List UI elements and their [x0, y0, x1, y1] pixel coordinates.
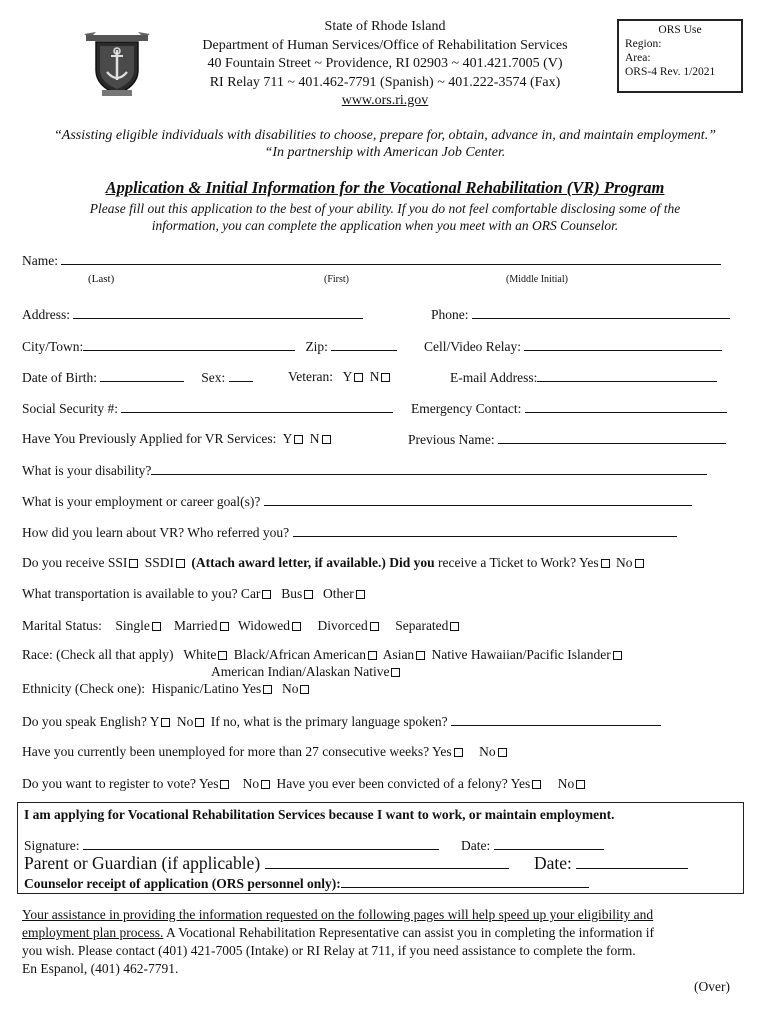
ticket-no-label: No [616, 555, 633, 570]
divorced-checkbox[interactable] [370, 622, 379, 631]
car-checkbox[interactable] [262, 590, 271, 599]
rhode-island-seal-icon [82, 24, 152, 98]
phone-label: Phone: [431, 307, 469, 322]
felony-no-label: No [557, 776, 575, 791]
cell-input[interactable] [524, 338, 722, 351]
felony-no-checkbox[interactable] [576, 780, 585, 789]
ors-area-label: Area: [625, 52, 651, 64]
dob-row [22, 369, 253, 386]
prev-name-input[interactable] [498, 431, 726, 444]
goal-input[interactable] [264, 493, 692, 506]
veteran-label: Veteran: [288, 369, 333, 384]
website-link[interactable]: www.ors.ri.gov [341, 93, 429, 108]
signature-label: Signature: [24, 838, 80, 853]
unemployed-no-label: No [479, 744, 496, 759]
footer-line-2-underlined: employment plan process. [22, 925, 164, 940]
guardian-date-label: Date: [534, 853, 572, 873]
ticket-no-checkbox[interactable] [635, 559, 644, 568]
referral-input[interactable] [293, 524, 677, 537]
signature-date-row [461, 837, 604, 854]
vote-yes-label: Do you want to register to vote? Yes [22, 776, 219, 791]
over-indicator: (Over) [694, 979, 730, 994]
signature-input[interactable] [83, 837, 439, 850]
cell-row [424, 338, 722, 355]
english-row [22, 713, 661, 730]
footer-line-2-rest: A Vocational Rehabilitation Representative can assist you in completing the information if [163, 925, 654, 940]
goal-row [22, 493, 692, 510]
guardian-date-input[interactable] [576, 853, 688, 869]
email-input[interactable] [537, 369, 717, 382]
black-checkbox[interactable] [368, 651, 377, 660]
widowed-label: Widowed [238, 618, 290, 633]
unemployed-no-checkbox[interactable] [498, 748, 507, 757]
referral-row [22, 524, 677, 541]
hispanic-no-checkbox[interactable] [300, 685, 309, 694]
hispanic-yes-checkbox[interactable] [263, 685, 272, 694]
separated-label: Separated [395, 618, 449, 633]
ssdi-label: SSDI [144, 555, 174, 570]
english-no-label: No [176, 714, 194, 729]
agency-header [180, 18, 590, 111]
footer-line-2 [22, 924, 654, 942]
applicant-statement: I am applying for Vocational Rehabilitation Services because I want to work, or maintain employment. [24, 807, 615, 822]
form-instructions [0, 200, 770, 234]
emergency-label: Emergency Contact: [411, 401, 522, 416]
hawaiian-checkbox[interactable] [613, 651, 622, 660]
marital-row [22, 618, 462, 634]
form-title: Application & Initial Information for the Vocational Rehabilitation (VR) Program [105, 178, 665, 197]
email-label: E-mail Address: [450, 370, 538, 385]
address-label: Address: [22, 307, 70, 322]
primary-language-input[interactable] [451, 713, 661, 726]
ors-use-title: ORS Use [658, 24, 702, 36]
unemployed-yes-checkbox[interactable] [454, 748, 463, 757]
footer-line-1: Your assistance in providing the information requested on the following pages will help speed up your eligibility and [22, 907, 654, 922]
single-label: Single [115, 618, 150, 633]
ors-use-box [617, 19, 743, 93]
sex-input[interactable] [229, 369, 253, 382]
mission-line-2: “In partnership with American Job Center. [264, 145, 506, 160]
married-label: Married [174, 618, 218, 633]
vote-no-label: No [242, 776, 260, 791]
prev-applied-no-checkbox[interactable] [322, 435, 331, 444]
other-checkbox[interactable] [356, 590, 365, 599]
single-checkbox[interactable] [152, 622, 161, 631]
guardian-row [24, 853, 509, 874]
emergency-input[interactable] [525, 400, 727, 413]
veteran-no-label: N [369, 369, 380, 384]
american-indian-label: American Indian/Alaskan Native [211, 664, 390, 679]
white-checkbox[interactable] [218, 651, 227, 660]
transport-car-label: What transportation is available to you? Car [22, 586, 261, 601]
header-line-3: 40 Fountain Street ~ Providence, RI 02903 ~ 401.421.7005 (V) [207, 56, 563, 71]
ssi-label: Do you receive SSI [22, 555, 128, 570]
ethnicity-row [22, 681, 312, 697]
ticket-yes-checkbox[interactable] [601, 559, 610, 568]
black-label: Black/African American [233, 647, 367, 662]
hawaiian-label: Native Hawaiian/Pacific Islander [431, 647, 611, 662]
american-indian-checkbox[interactable] [391, 668, 400, 677]
name-row [22, 252, 721, 269]
goal-label: What is your employment or career goal(s)? [22, 494, 261, 509]
marital-label: Marital Status: [22, 618, 102, 633]
ors-form-revision: ORS-4 Rev. 1/2021 [625, 66, 716, 78]
veteran-row [288, 369, 393, 385]
city-input[interactable] [83, 338, 295, 351]
prev-applied-yes-checkbox[interactable] [294, 435, 303, 444]
cell-label: Cell/Video Relay: [424, 339, 522, 354]
disability-row [22, 462, 707, 479]
zip-input[interactable] [331, 338, 397, 351]
unemployed-row [22, 744, 510, 760]
middle-initial-caption: (Middle Initial) [506, 274, 568, 285]
felony-yes-label: Have you ever been convicted of a felony? Yes [276, 776, 531, 791]
other-label: Other [322, 586, 354, 601]
bus-label: Bus [281, 586, 303, 601]
transport-row [22, 586, 368, 602]
prev-name-row [408, 431, 726, 448]
instructions-line-1: Please fill out this application to the best of your ability. If you do not feel comfortable disclosing some of the [89, 201, 681, 216]
ssi-checkbox[interactable] [129, 559, 138, 568]
english-yes-label: Do you speak English? Y [22, 714, 160, 729]
city-row [22, 338, 397, 355]
city-label: City/Town: [22, 339, 84, 354]
name-input[interactable] [61, 252, 721, 265]
race-label: Race: (Check all that apply) [22, 647, 174, 662]
prev-name-label: Previous Name: [408, 432, 495, 447]
emergency-row [411, 400, 727, 417]
email-row [450, 369, 717, 386]
felony-yes-checkbox[interactable] [532, 780, 541, 789]
last-name-caption: (Last) [88, 273, 115, 285]
dob-input[interactable] [100, 369, 184, 382]
guardian-label: Parent or Guardian (if applicable) [24, 853, 261, 873]
attach-award-note: (Attach award letter, if available.) Did you [191, 555, 435, 570]
footer-notice [22, 906, 654, 978]
prev-applied-row [22, 431, 334, 447]
disability-label: What is your disability? [22, 463, 152, 478]
veteran-yes-checkbox[interactable] [354, 373, 363, 382]
address-row [22, 306, 363, 323]
first-name-caption: (First) [324, 274, 349, 285]
english-no-checkbox[interactable] [195, 718, 204, 727]
signature-date-label: Date: [461, 838, 491, 853]
prev-applied-no-label: N [309, 431, 320, 446]
white-label: White [183, 647, 217, 662]
header-line-4: RI Relay 711 ~ 401.462-7791 (Spanish) ~ 401.222-3574 (Fax) [209, 74, 561, 90]
ticket-label: receive a Ticket to Work? Yes [437, 555, 599, 570]
ssn-label: Social Security #: [22, 401, 118, 416]
signature-date-input[interactable] [494, 837, 604, 850]
vote-felony-row [22, 776, 588, 792]
prev-applied-label: Have You Previously Applied for VR Services: [22, 431, 277, 446]
ssn-input[interactable] [121, 400, 393, 413]
instructions-line-2: information, you can complete the application when you meet with an ORS Counselor. [151, 218, 619, 233]
counselor-row [24, 875, 589, 892]
phone-row [431, 306, 730, 323]
benefits-row [22, 555, 647, 571]
zip-label: Zip: [305, 339, 328, 354]
header-line-2: Department of Human Services/Office of Rehabilitation Services [202, 37, 568, 53]
ors-region-label: Region: [625, 38, 662, 50]
vote-no-checkbox[interactable] [261, 780, 270, 789]
footer-line-4: En Espanol, (401) 462-7791. [22, 961, 179, 976]
phone-input[interactable] [472, 306, 730, 319]
unemployed-yes-label: Have you currently been unemployed for more than 27 consecutive weeks? Yes [22, 744, 452, 759]
hispanic-yes-label: Hispanic/Latino Yes [151, 681, 262, 696]
veteran-no-checkbox[interactable] [381, 373, 390, 382]
ssn-row [22, 400, 393, 417]
widowed-checkbox[interactable] [292, 622, 301, 631]
dob-label: Date of Birth: [22, 370, 97, 385]
disability-input[interactable] [151, 462, 707, 475]
mission-statement [0, 127, 770, 161]
race-row [22, 647, 625, 663]
footer-line-3: you wish. Please contact (401) 421-7005 (Intake) or RI Relay at 711, if you need assistance to complete the form. [22, 943, 636, 958]
guardian-input[interactable] [265, 853, 509, 869]
guardian-date-row [534, 853, 688, 874]
prev-applied-yes-label: Y [282, 431, 293, 446]
vote-yes-checkbox[interactable] [220, 780, 229, 789]
asian-label: Asian [382, 647, 415, 662]
ssdi-checkbox[interactable] [176, 559, 185, 568]
hispanic-no-label: No [281, 681, 299, 696]
married-checkbox[interactable] [220, 622, 229, 631]
header-line-1: State of Rhode Island [324, 19, 446, 34]
divorced-label: Divorced [317, 618, 368, 633]
asian-checkbox[interactable] [416, 651, 425, 660]
counselor-input[interactable] [341, 875, 589, 888]
sex-label: Sex: [201, 370, 226, 385]
signature-row [24, 837, 439, 854]
primary-language-label: If no, what is the primary language spoken? [210, 714, 448, 729]
address-input[interactable] [73, 306, 363, 319]
veteran-yes-label: Y [342, 369, 353, 384]
counselor-label: Counselor receipt of application (ORS personnel only): [24, 876, 341, 891]
bus-checkbox[interactable] [304, 590, 313, 599]
ethnicity-label: Ethnicity (Check one): [22, 681, 145, 696]
name-label: Name: [22, 253, 58, 268]
referral-label: How did you learn about VR? Who referred you? [22, 525, 290, 540]
mission-line-1: “Assisting eligible individuals with disabilities to choose, prepare for, obtain, advance in, and maintain employment.” [54, 128, 716, 143]
separated-checkbox[interactable] [450, 622, 459, 631]
race-row-2 [211, 664, 403, 680]
english-yes-checkbox[interactable] [161, 718, 170, 727]
